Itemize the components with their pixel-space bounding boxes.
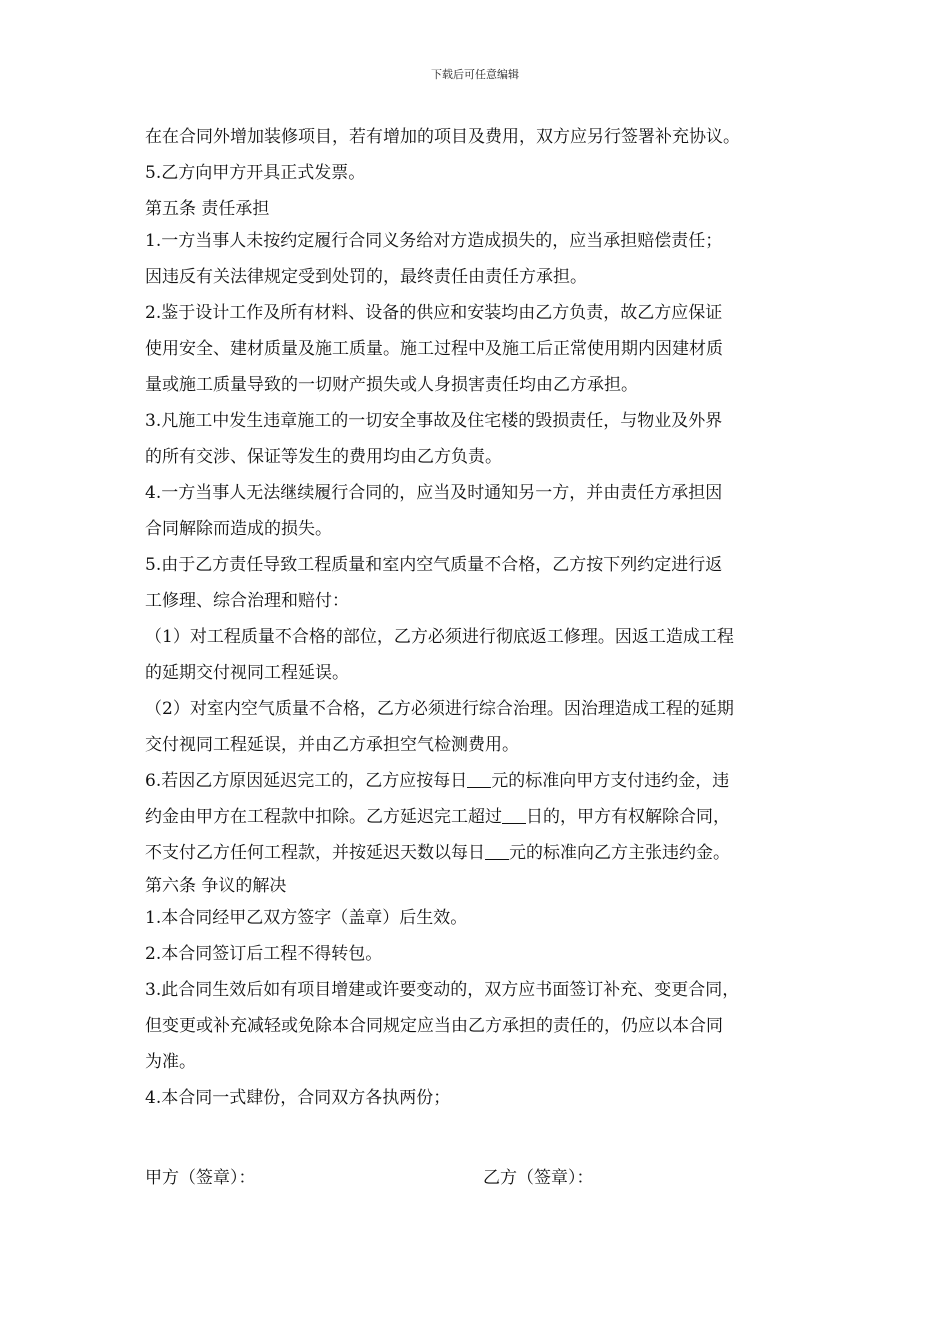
fill-blank	[467, 769, 491, 788]
paragraph-line: 4.本合同一式肆份，合同双方各执两份；	[145, 1088, 451, 1108]
text-segment: 元的标准向乙方主张违约金。	[509, 843, 730, 863]
paragraph-line: 但变更或补充减轻或免除本合同规定应当由乙方承担的责任的，仍应以本合同	[145, 1016, 723, 1036]
text-segment: 6.若因乙方原因延迟完工的，乙方应按每日	[145, 771, 468, 791]
paragraph-line: 工修理、综合治理和赔付：	[145, 591, 349, 611]
paragraph-line	[145, 838, 825, 871]
paragraph-line: 5.乙方向甲方开具正式发票。	[145, 163, 366, 183]
page-header: 下载后可任意编辑	[431, 68, 519, 81]
paragraph-line: 使用安全、建材质量及施工质量。施工过程中及施工后正常使用期内因建材质	[145, 339, 723, 359]
paragraph-line: （1）对工程质量不合格的部位，乙方必须进行彻底返工修理。因返工造成工程	[145, 627, 734, 647]
paragraph-line	[145, 766, 825, 802]
paragraph-line	[145, 802, 825, 838]
paragraph-line: 的延期交付视同工程延误。	[145, 663, 349, 683]
paragraph-line: 量或施工质量导致的一切财产损失或人身损害责任均由乙方承担。	[145, 375, 638, 395]
section-heading: 第五条 责任承担	[145, 199, 270, 219]
paragraph-line: 交付视同工程延误，并由乙方承担空气检测费用。	[145, 735, 519, 755]
paragraph-line: 4.一方当事人无法继续履行合同的，应当及时通知另一方，并由责任方承担因	[145, 483, 723, 503]
paragraph-line: 2.本合同签订后工程不得转包。	[145, 944, 383, 964]
paragraph-line: 在在合同外增加装修项目，若有增加的项目及费用，双方应另行签署补充协议。	[145, 127, 740, 147]
fill-blank	[502, 805, 526, 824]
text-segment: 不支付乙方任何工程款，并按延迟天数以每日	[145, 843, 485, 863]
paragraph-line: 为准。	[145, 1052, 196, 1072]
paragraph-line: 3.凡施工中发生违章施工的一切安全事故及住宅楼的毁损责任，与物业及外界	[145, 411, 723, 431]
paragraph-line: 3.此合同生效后如有项目增建或许要变动的，双方应书面签订补充、变更合同，	[145, 980, 740, 1000]
fill-blank	[485, 841, 509, 860]
paragraph-line: 因违反有关法律规定受到处罚的，最终责任由责任方承担。	[145, 267, 587, 287]
paragraph-line: 2.鉴于设计工作及所有材料、设备的供应和安装均由乙方负责，故乙方应保证	[145, 303, 723, 323]
party-b-signature: 乙方（签章）：	[483, 1168, 594, 1188]
paragraph-line: 5.由于乙方责任导致工程质量和室内空气质量不合格，乙方按下列约定进行返	[145, 555, 723, 575]
paragraph-line: 1.本合同经甲乙双方签字（盖章）后生效。	[145, 908, 468, 928]
text-segment: 日的，甲方有权解除合同，	[526, 807, 730, 827]
paragraph-line: （2）对室内空气质量不合格，乙方必须进行综合治理。因治理造成工程的延期	[145, 699, 734, 719]
text-segment: 约金由甲方在工程款中扣除。乙方延迟完工超过	[145, 807, 502, 827]
party-a-signature: 甲方（签章）：	[145, 1168, 256, 1188]
signature-row	[145, 1163, 825, 1193]
section-heading: 第六条 争议的解决	[145, 876, 287, 896]
paragraph-line: 的所有交涉、保证等发生的费用均由乙方负责。	[145, 447, 502, 467]
paragraph-line: 1.一方当事人未按约定履行合同义务给对方造成损失的，应当承担赔偿责任；	[145, 231, 723, 251]
paragraph-line: 合同解除而造成的损失。	[145, 519, 332, 539]
text-segment: 元的标准向甲方支付违约金，违	[491, 771, 730, 791]
contract-body	[145, 122, 825, 1119]
